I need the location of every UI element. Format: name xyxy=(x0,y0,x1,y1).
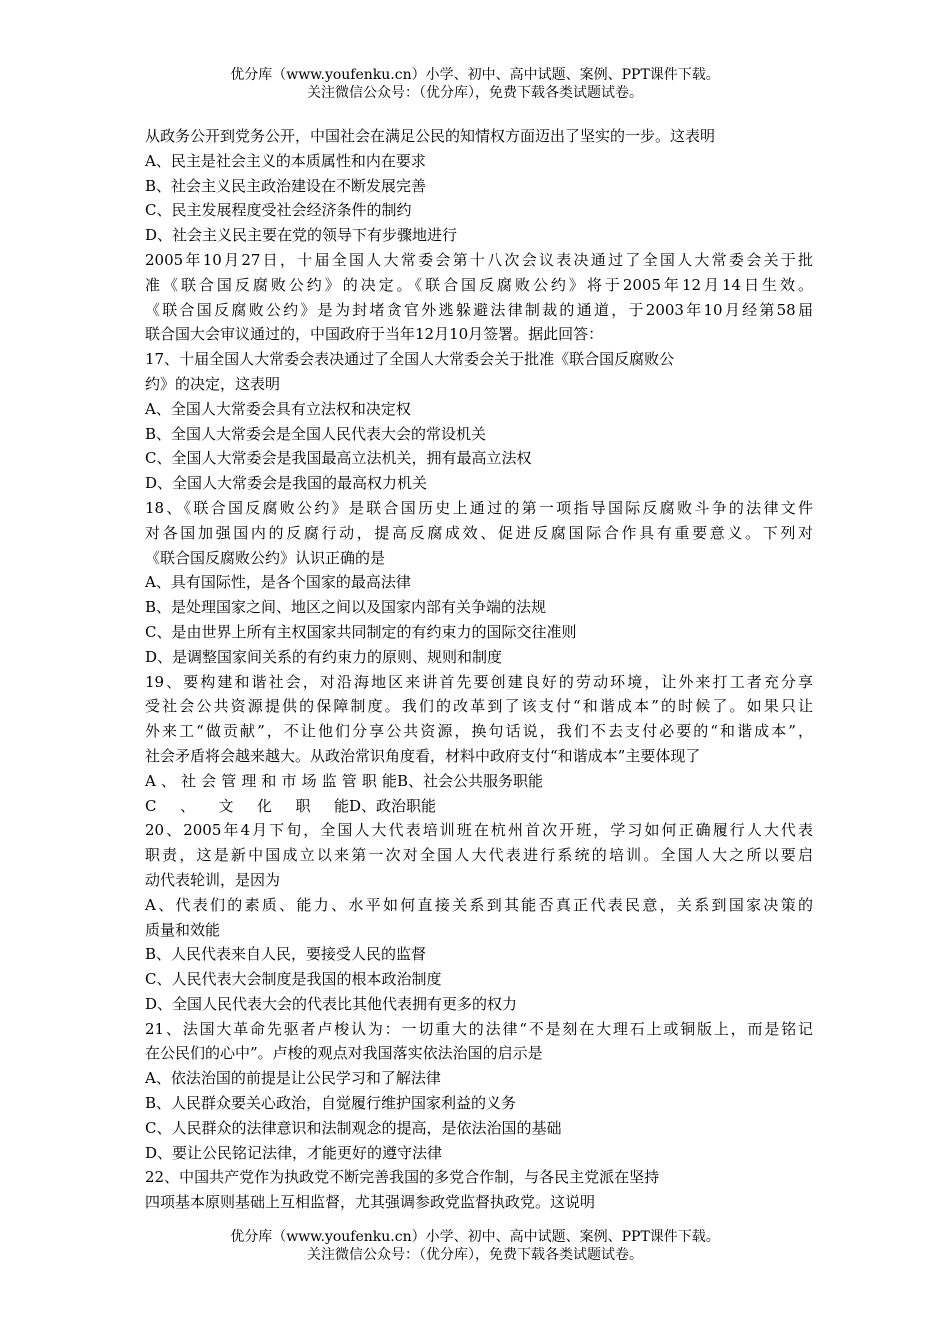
text-line: 《联合国反腐败公约》是为封堵贪官外逃躲避法律制裁的通道，于2003年10月经第58届 xyxy=(145,300,813,319)
header-line-2: 关注微信公众号：（优分库），免费下载各类试题试卷。 xyxy=(307,85,643,101)
text-line: 2005年10月27日，十届全国人大常委会第十八次会议表决通过了全国人大常委会关于批 xyxy=(145,250,813,269)
option-pair-line xyxy=(145,769,813,794)
footer-line-2: 关注微信公众号：（优分库），免费下载各类试题试卷。 xyxy=(307,1247,643,1263)
text-line: 20、2005年4月下旬，全国人大代表培训班在杭州首次开班，学习如何正确履行人大代表 xyxy=(145,821,813,840)
text-line: 18、《联合国反腐败公约》是联合国历史上通过的第一项指导国际反腐败斗争的法律文件 xyxy=(145,498,813,517)
text-line: 质量和效能 xyxy=(145,920,221,939)
text-line: D、是调整国家间关系的有约束力的原则、规则和制度 xyxy=(145,647,503,666)
text-line: 外来工“做贡献”，不让他们分享公共资源，换句话说，我们不去支付必要的“和谐成本”， xyxy=(145,722,813,741)
text-line: 受社会公共资源提供的保障制度。我们的改革到了该支付“和谐成本”的时候了。如果只让 xyxy=(145,697,813,716)
option-text: C、文化职能 xyxy=(145,796,349,815)
text-line: 准《联合国反腐败公约》的决定。《联合国反腐败公约》将于2005年12月14日生效。 xyxy=(145,275,813,294)
text-line: D、全国人民代表大会的代表比其他代表拥有更多的权力 xyxy=(145,994,518,1013)
text-line: 动代表轮训，是因为 xyxy=(145,870,281,889)
text-line: A、代表们的素质、能力、水平如何直接关系到其能否真正代表民意，关系到国家决策的 xyxy=(145,895,813,914)
text-line: C、全国人大常委会是我国最高立法机关，拥有最高立法权 xyxy=(145,449,532,468)
text-line: A、全国人大常委会具有立法权和决定权 xyxy=(145,399,411,418)
text-line: B、是处理国家之间、地区之间以及国家内部有关争端的法规 xyxy=(145,598,547,617)
page-header xyxy=(0,66,950,102)
text-line: 约》的决定，这表明 xyxy=(145,374,281,393)
text-line: C、人民代表大会制度是我国的根本政治制度 xyxy=(145,970,442,989)
option-pair-line xyxy=(145,794,813,819)
text-line: A、具有国际性，是各个国家的最高法律 xyxy=(145,573,411,592)
text-line: 在公民们的心中”。卢梭的观点对我国落实依法治国的启示是 xyxy=(145,1044,543,1063)
text-line: C、人民群众的法律意识和法制观念的提高，是依法治国的基础 xyxy=(145,1118,562,1137)
page-footer xyxy=(0,1228,950,1264)
option-text: B、社会公共服务职能 xyxy=(397,771,544,790)
text-line: 21、法国大革命先驱者卢梭认为：一切重大的法律“不是刻在大理石上或铜版上，而是铭记 xyxy=(145,1019,813,1038)
footer-line-1: 优分库（www.youfenku.cn）小学、初中、高中试题、案例、PPT课件下载。 xyxy=(230,1229,720,1245)
text-line: C、民主发展程度受社会经济条件的制约 xyxy=(145,201,412,220)
text-line: B、人民代表来自人民，要接受人民的监督 xyxy=(145,945,427,964)
text-line: 22、中国共产党作为执政党不断完善我国的多党合作制，与各民主党派在坚持 xyxy=(145,1168,660,1187)
text-line: D、要让公民铭记法律，才能更好的遵守法律 xyxy=(145,1143,443,1162)
document-body xyxy=(145,124,813,1215)
text-line: C、是由世界上所有主权国家共同制定的有约束力的国际交往准则 xyxy=(145,622,577,641)
text-line: D、社会主义民主要在党的领导下有步骤地进行 xyxy=(145,226,458,245)
header-line-1: 优分库（www.youfenku.cn）小学、初中、高中试题、案例、PPT课件下载。 xyxy=(230,67,720,83)
text-line: 联合国大会审议通过的，中国政府于当年12月10月签署。据此回答： xyxy=(145,325,604,344)
text-line: 对各国加强国内的反腐行动，提高反腐成效、促进反腐国际合作具有重要意义。下列对 xyxy=(145,523,813,542)
option-text: D、政治职能 xyxy=(349,796,437,815)
text-line: B、人民群众要关心政治，自觉履行维护国家利益的义务 xyxy=(145,1094,517,1113)
text-line: D、全国人大常委会是我国的最高权力机关 xyxy=(145,474,428,493)
text-line: 17、十届全国人大常委会表决通过了全国人大常委会关于批准《联合国反腐败公 xyxy=(145,350,675,369)
text-line: A、民主是社会主义的本质属性和内在要求 xyxy=(145,151,426,170)
text-line: 《联合国反腐败公约》认识正确的是 xyxy=(145,548,386,567)
text-line: 职责，这是新中国成立以来第一次对全国人大代表进行系统的培训。全国人大之所以要启 xyxy=(145,846,813,865)
text-line: 四项基本原则基础上互相监督，尤其强调参政党监督执政党。这说明 xyxy=(145,1193,596,1212)
text-line: 19、要构建和谐社会，对沿海地区来讲首先要创建良好的劳动环境，让外来打工者充分享 xyxy=(145,672,813,691)
text-line: 社会矛盾将会越来越大。从政治常识角度看，材料中政府支付“和谐成本”主要体现了 xyxy=(145,746,701,765)
text-line: B、全国人大常委会是全国人民代表大会的常设机关 xyxy=(145,424,487,443)
option-text: A、社会管理和市场监管职能 xyxy=(145,771,397,790)
text-line: B、社会主义民主政治建设在不断发展完善 xyxy=(145,176,427,195)
text-line: 从政务公开到党务公开，中国社会在满足公民的知情权方面迈出了坚实的一步。这表明 xyxy=(145,127,716,145)
text-line: A、依法治国的前提是让公民学习和了解法律 xyxy=(145,1069,441,1088)
